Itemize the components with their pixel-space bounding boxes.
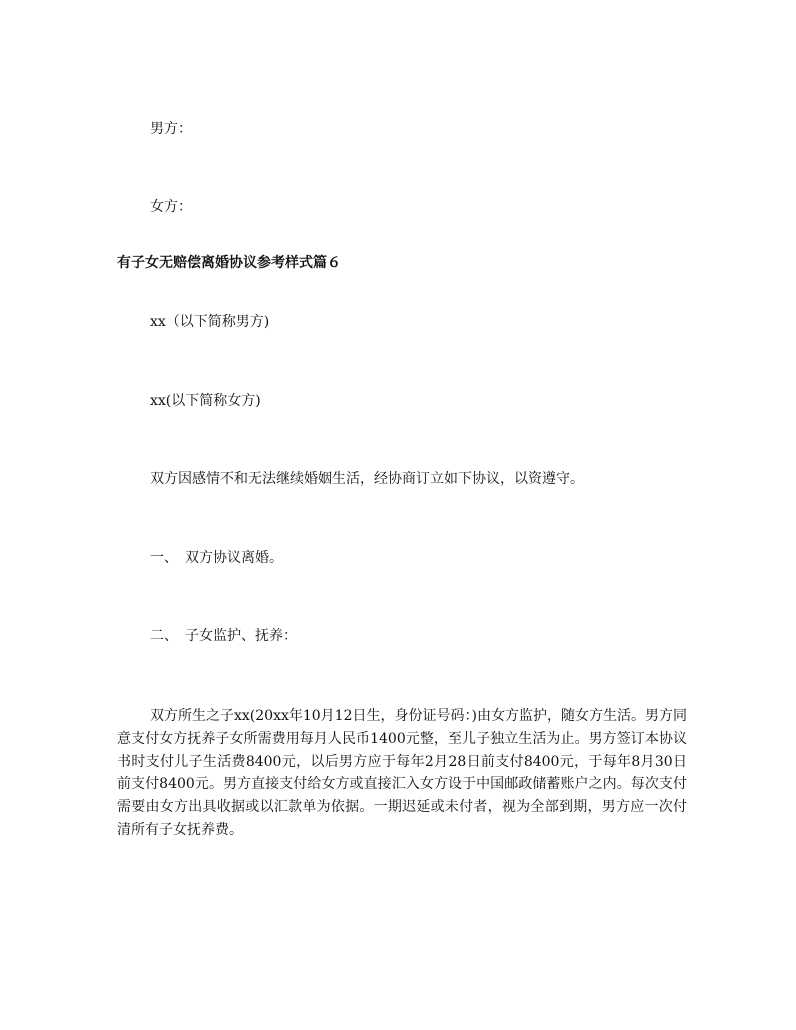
clause-one: 一、 双方协议离婚。 xyxy=(150,550,283,566)
clause-two: 二、 子女监护、抚养： xyxy=(150,628,297,644)
male-alias-line: xx（以下简称男方) xyxy=(150,314,270,330)
male-party-label: 男方： xyxy=(150,121,192,137)
female-alias-line: xx(以下简称女方) xyxy=(150,393,261,409)
intro-line: 双方因感情不和无法继续婚姻生活，经协商订立如下协议，以资遵守。 xyxy=(150,471,584,487)
section-heading: 有子女无赔偿离婚协议参考样式篇６ xyxy=(117,255,341,271)
custody-paragraph: 双方所生之子xx(20xx年10月12日生，身份证号码：)由女方监护，随女方生活。男方同意支付女方抚养子女所需费用每月人民币1400元整，至儿子独立生活为止。男方签订本协议书时支付儿子生活费8400元，以后男方应于每年2月28日前支付8400元，于每年8月30日前支付8400元。男方直接支付给女方或直接汇入女方设于中国邮政储蓄账户之内。每次支付需要由女方出具收据或以汇款单为依据。一期迟延或未付者，视为全部到期，男方应一次付清所有子女抚养费。 xyxy=(117,708,687,838)
female-party-label: 女方： xyxy=(150,199,192,215)
